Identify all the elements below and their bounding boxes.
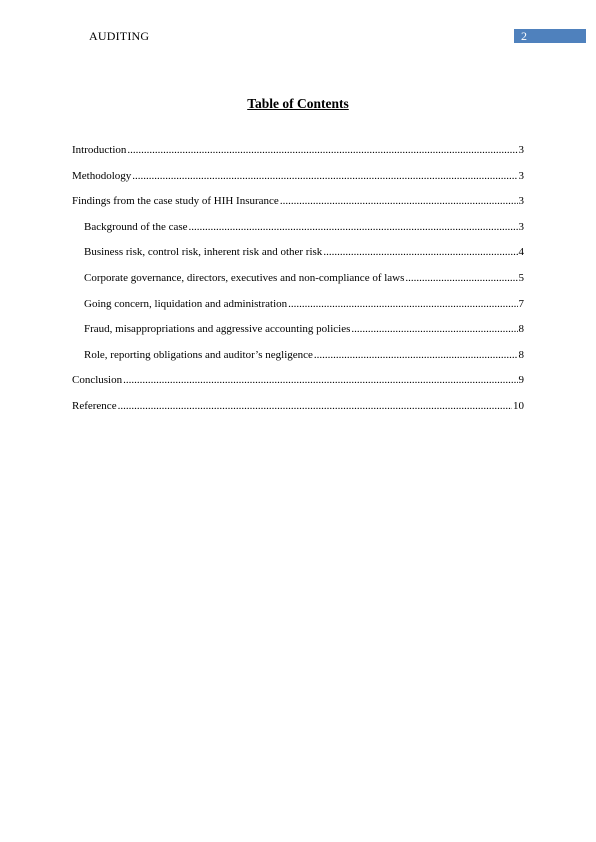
toc-entry-label: Business risk, control risk, inherent risk and other risk: [84, 246, 323, 259]
toc-entry-label: Going concern, liquidation and administration: [84, 297, 288, 310]
toc-dot-leader: [280, 195, 518, 207]
toc-entry-label: Introduction: [72, 144, 127, 156]
toc-entry-background[interactable]: [72, 221, 524, 247]
toc-entry-going-concern[interactable]: [72, 298, 524, 324]
toc-dot-leader: [132, 170, 517, 182]
toc-dot-leader: [314, 349, 518, 361]
toc-entry-fraud[interactable]: [72, 323, 524, 349]
toc-entry-label: Fraud, misappropriations and aggressive accounting policies: [84, 323, 351, 336]
toc-dot-leader: [323, 246, 517, 258]
toc-entry-page: 8: [518, 348, 524, 361]
toc-entry-page: 8: [518, 323, 524, 336]
toc-entry-findings[interactable]: [72, 195, 524, 221]
page-number: 2: [514, 29, 586, 43]
toc-entry-page: 4: [518, 246, 524, 259]
toc-entry-label: Background of the case: [84, 220, 188, 233]
toc-entry-label: Corporate governance, directors, executives and non-compliance of laws: [84, 271, 405, 284]
toc-dot-leader: [127, 144, 517, 156]
toc-entry-label: Methodology: [72, 169, 132, 182]
toc-entry-business-risk[interactable]: [72, 246, 524, 272]
toc-dot-leader: [123, 374, 517, 386]
toc-dot-leader: [405, 272, 517, 284]
toc-entry-page: 5: [518, 271, 524, 284]
toc-entry-reference[interactable]: [72, 400, 524, 426]
toc-entry-page: 3: [518, 220, 524, 233]
toc-dot-leader: [189, 221, 518, 233]
toc-entry-label: Findings from the case study of HIH Insurance: [72, 195, 279, 208]
toc-entry-label: Conclusion: [72, 374, 123, 387]
toc-entry-methodology[interactable]: [72, 170, 524, 196]
toc-dot-leader: [118, 400, 512, 412]
toc-title: Table of Contents: [247, 96, 349, 111]
toc-entry-label: Role, reporting obligations and auditor’s negligence: [84, 348, 313, 361]
toc-entry-introduction[interactable]: [72, 144, 524, 170]
toc-entry-role-reporting[interactable]: [72, 349, 524, 375]
toc-entry-corporate-governance[interactable]: [72, 272, 524, 298]
header-title: AUDITING: [89, 29, 150, 43]
toc-entry-conclusion[interactable]: [72, 374, 524, 400]
toc-entry-page: 10: [513, 399, 524, 412]
toc-dot-leader: [288, 298, 517, 310]
toc-list: [72, 144, 524, 426]
toc-entry-page: 9: [518, 374, 524, 387]
toc-entry-page: 3: [518, 144, 524, 156]
toc-entry-page: 3: [518, 169, 524, 182]
toc-dot-leader: [351, 323, 517, 335]
toc-entry-page: 3: [518, 195, 524, 208]
toc-entry-page: 7: [518, 297, 524, 310]
toc-entry-label: Reference: [72, 399, 117, 412]
